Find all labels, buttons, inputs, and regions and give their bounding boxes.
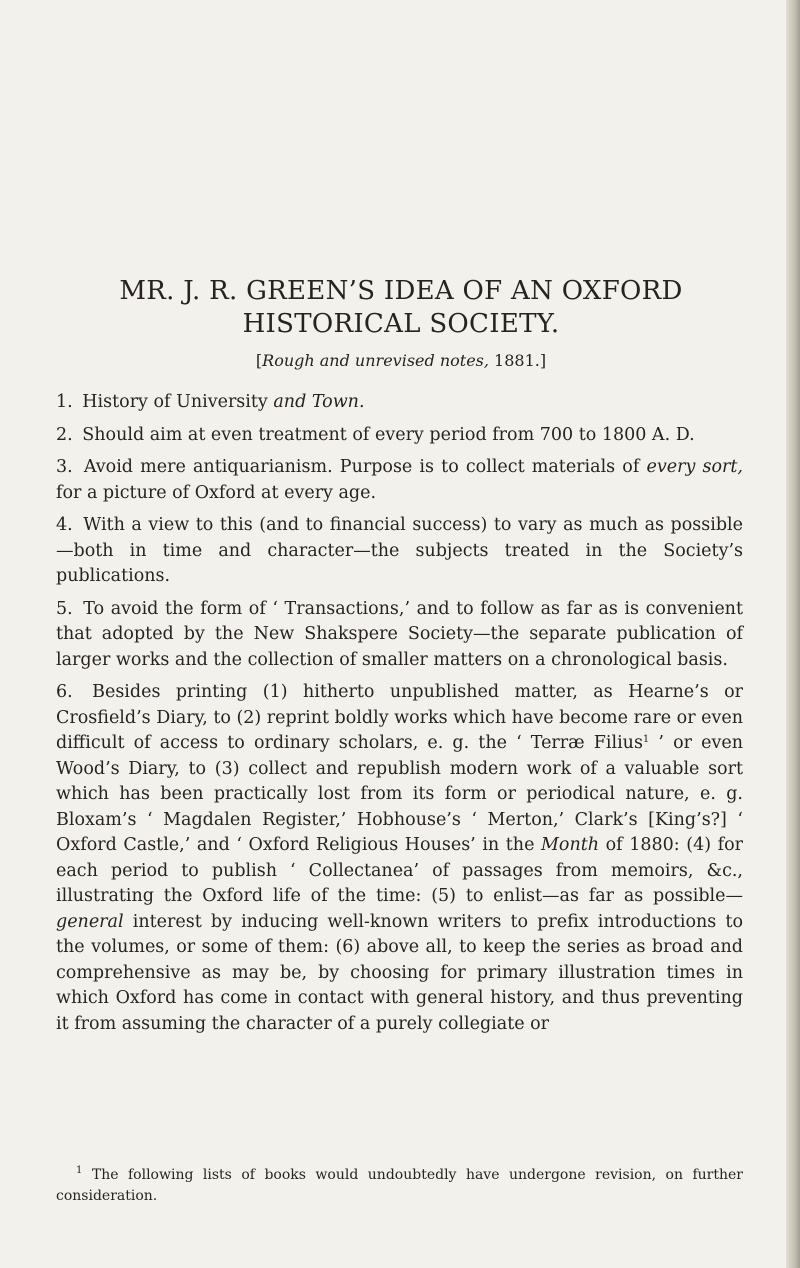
footnote bbox=[56, 1165, 743, 1207]
paragraph-text-cont: interest by inducing well-known writers to prefix introductions to the volumes, or some of them: (6) above all, to keep the series as broad and comprehensive as may be, by choosing for primary illustration times in which Oxford has come in contact with general history, and thus preventing it from assuming the character of a purely collegiate or bbox=[56, 911, 743, 1034]
paragraph-text: To avoid the form of ‘ Transactions,’ and to follow as far as is convenient that adopted by the New Shakspere Society—the separate publication of larger works and the collection of smaller matters on a chronological basis. bbox=[56, 598, 743, 670]
paragraph-text-cont: ’ or even Wood’s Diary, to (3) collect and republish modern work of a valuable sort which has been practically lost from its form or periodical nature, e. g. Bloxam’s ‘ Magdalen Register,’ Hobhouse’s ‘ Merton,’ Clark’s [King’s?] ‘ Oxford Castle,’ and ‘ Oxford Religious Houses’ in the bbox=[56, 733, 743, 855]
paragraph-text: Besides printing (1) hitherto unpublished matter, as Hearne’s or Crosfield’s Diary, to (2) reprint boldly works which have become rare or even difficult of access to ordinary scholars, e. g. the ‘ Terræ Filius bbox=[56, 682, 743, 753]
footnote-number: 1 bbox=[76, 1165, 83, 1176]
paragraph-text: Avoid mere antiquarianism. Purpose is to collect materials of bbox=[83, 457, 647, 477]
paragraph-text: History of University bbox=[82, 392, 274, 412]
paragraph-number: 1. bbox=[56, 392, 73, 412]
paragraph-number: 4. bbox=[56, 515, 73, 535]
paragraph-3 bbox=[56, 455, 743, 506]
paragraph-italic: and Town. bbox=[273, 392, 365, 412]
subtitle bbox=[56, 350, 746, 372]
body-text bbox=[56, 390, 743, 1044]
paragraph-1 bbox=[56, 390, 743, 416]
paragraph-italic: every sort, bbox=[646, 457, 743, 477]
subtitle-italic: Rough and unrevised notes, bbox=[262, 351, 489, 370]
paragraph-2 bbox=[56, 423, 743, 449]
paragraph-4 bbox=[56, 513, 743, 590]
paragraph-text-cont: for a picture of Oxford at every age. bbox=[56, 482, 377, 503]
subtitle-date: 1881.] bbox=[488, 351, 547, 370]
page-title bbox=[56, 275, 746, 341]
paragraph-italic: general bbox=[56, 911, 124, 932]
paragraph-number: 6. bbox=[56, 682, 73, 702]
paragraph-6 bbox=[56, 680, 743, 1037]
title-line-1: MR. J. R. GREEN’S IDEA OF AN OXFORD bbox=[119, 276, 683, 306]
subtitle-bracket: [ bbox=[255, 351, 263, 370]
page-edge bbox=[786, 0, 800, 1268]
paragraph-italic: Month bbox=[541, 835, 600, 855]
paragraph-5 bbox=[56, 597, 743, 674]
paragraph-number: 5. bbox=[56, 598, 73, 619]
paragraph-text: Should aim at even treatment of every period from 700 to 1800 A. D. bbox=[82, 424, 695, 445]
paragraph-text-cont: of 1880: (4) for each period to publish ‘ Collectanea’ of passages from memoirs, &c., illustrating the Oxford life of the time: (5) to enlist—as far as possible— bbox=[56, 835, 743, 906]
paragraph-number: 2. bbox=[56, 424, 73, 445]
paragraph-text: With a view to this (and to financial success) to vary as much as possible—both in time and character—the subjects treated in the Society’s publications. bbox=[56, 515, 743, 586]
paragraph-number: 3. bbox=[56, 457, 73, 477]
footnote-marker: 1 bbox=[642, 734, 650, 745]
title-line-2: HISTORICAL SOCIETY. bbox=[242, 309, 560, 339]
footnote-text: The following lists of books would undoubtedly have undergone revision, on further consideration. bbox=[56, 1167, 743, 1204]
